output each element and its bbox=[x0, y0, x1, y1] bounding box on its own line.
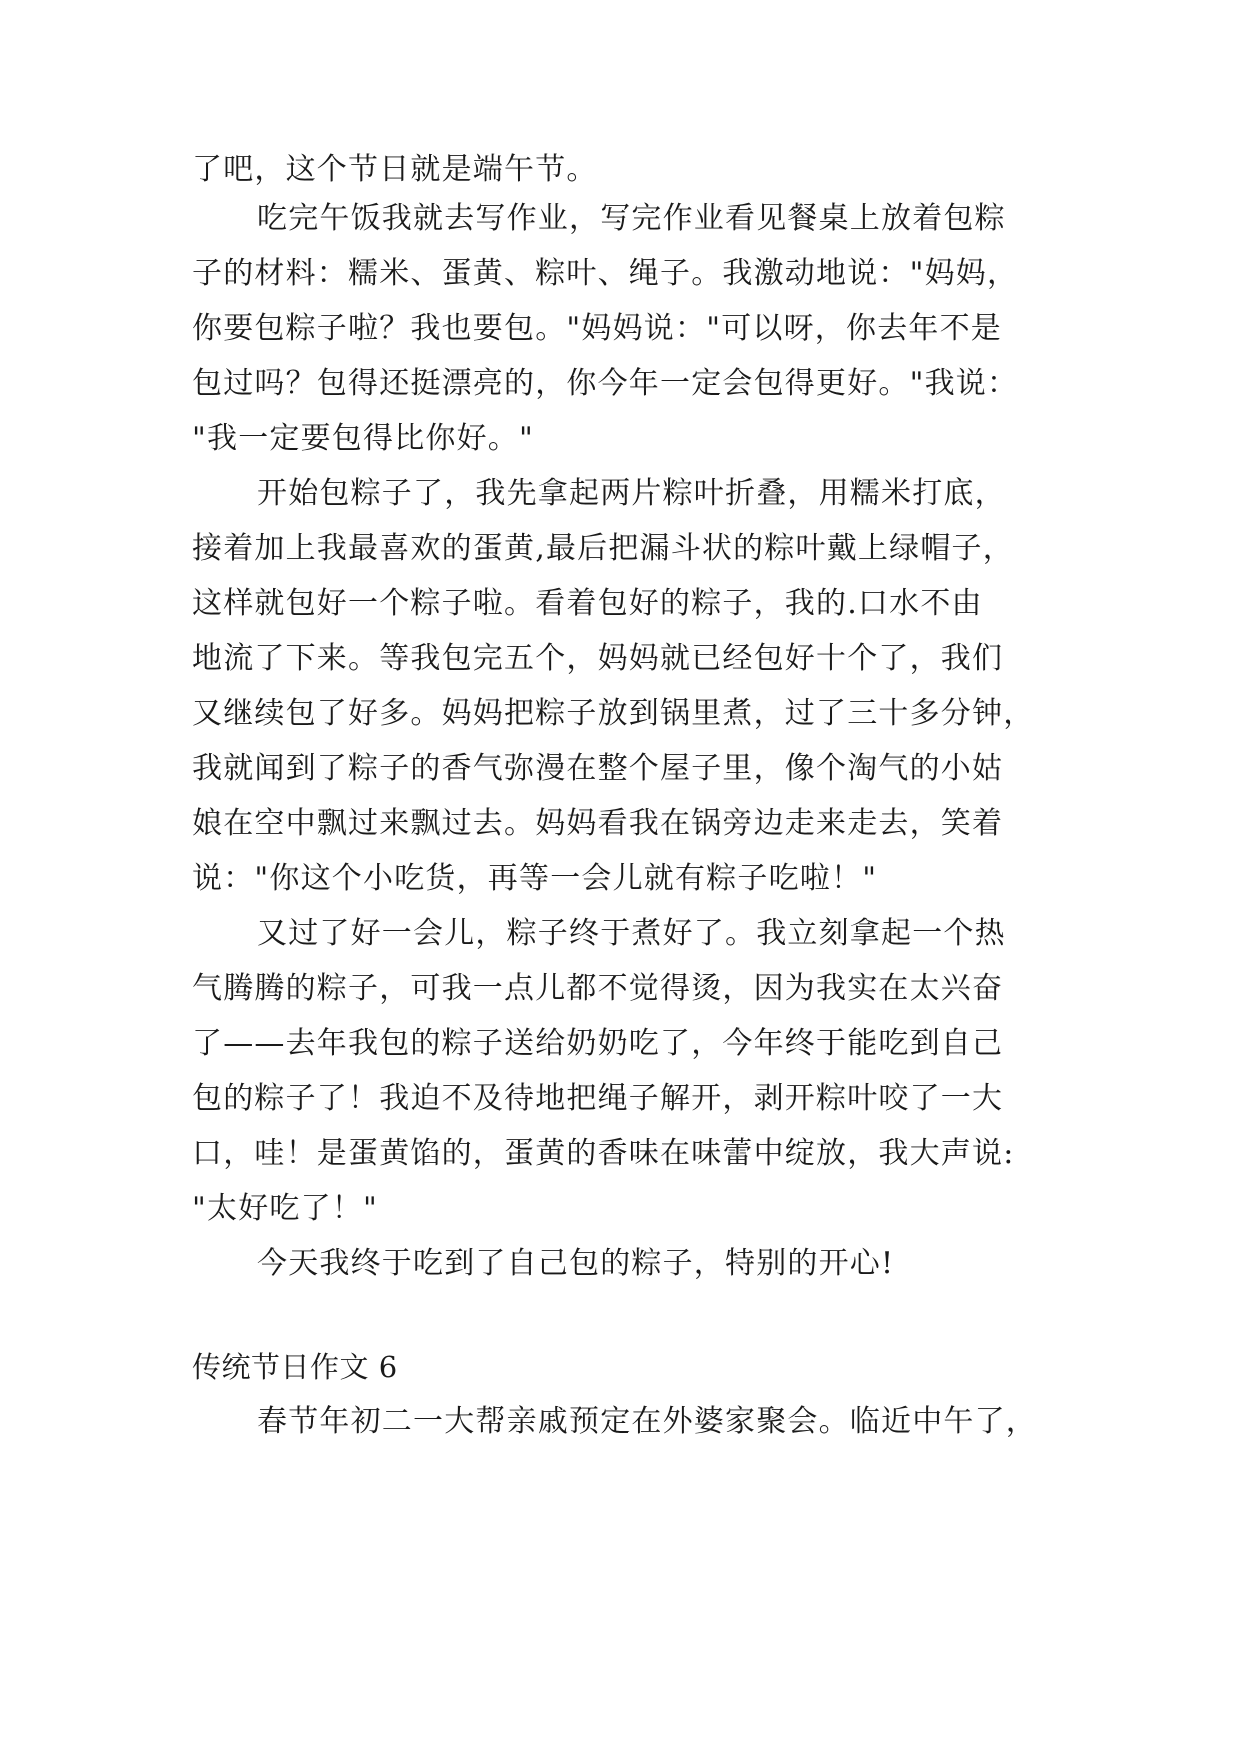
text-line: 口，哇！是蛋黄馅的，蛋黄的香味在味蕾中绽放，我大声说: bbox=[192, 1136, 1015, 1171]
text-line: 接着加上我最喜欢的蛋黄,最后把漏斗状的粽叶戴上绿帽子， bbox=[192, 531, 1014, 566]
text-line: 包的粽子了！我迫不及待地把绳子解开，剥开粽叶咬了一大 bbox=[192, 1081, 1004, 1116]
text-line: 又继续包了好多。妈妈把粽子放到锅里煮，过了三十多分钟， bbox=[192, 696, 1035, 731]
text-line: 我就闻到了粽子的香气弥漫在整个屋子里，像个淘气的小姑 bbox=[192, 751, 1004, 786]
text-line: 了吧，这个节日就是端午节。 bbox=[192, 152, 598, 187]
text-line: 这样就包好一个粽子啦。看着包好的粽子，我的.口水不由 bbox=[192, 586, 983, 621]
text-line: 娘在空中飘过来飘过去。妈妈看我在锅旁边走来走去，笑着 bbox=[192, 806, 1004, 841]
paragraph-first-line: 吃完午饭我就去写作业，写完作业看见餐桌上放着包粽 bbox=[257, 201, 1006, 236]
text-line: 子的材料：糯米、蛋黄、粽叶、绳子。我激动地说："妈妈， bbox=[192, 256, 1019, 291]
paragraph-first-line: 又过了好一会儿，粽子终于煮好了。我立刻拿起一个热 bbox=[257, 916, 1006, 951]
text-line: 了——去年我包的粽子送给奶奶吃了，今年终于能吃到自己 bbox=[192, 1026, 1004, 1061]
paragraph-first-line: 开始包粽子了，我先拿起两片粽叶折叠，用糯米打底， bbox=[257, 476, 1006, 511]
text-line: "太好吃了！" bbox=[192, 1191, 378, 1226]
text-line: 包过吗？包得还挺漂亮的，你今年一定会包得更好。"我说： bbox=[192, 366, 1019, 401]
paragraph-first-line: 今天我终于吃到了自己包的粽子，特别的开心! bbox=[257, 1246, 895, 1281]
text-line: "我一定要包得比你好。" bbox=[192, 421, 534, 456]
text-line: 你要包粽子啦？我也要包。"妈妈说："可以呀，你去年不是 bbox=[192, 311, 1002, 346]
section-heading: 传统节日作文 6 bbox=[192, 1350, 398, 1384]
paragraph-first-line: 春节年初二一大帮亲戚预定在外婆家聚会。临近中午了， bbox=[257, 1404, 1037, 1439]
text-line: 地流了下来。等我包完五个，妈妈就已经包好十个了，我们 bbox=[192, 641, 1004, 676]
text-line: 说："你这个小吃货，再等一会儿就有粽子吃啦！" bbox=[192, 861, 878, 896]
text-line: 气腾腾的粽子，可我一点儿都不觉得烫，因为我实在太兴奋 bbox=[192, 971, 1004, 1006]
